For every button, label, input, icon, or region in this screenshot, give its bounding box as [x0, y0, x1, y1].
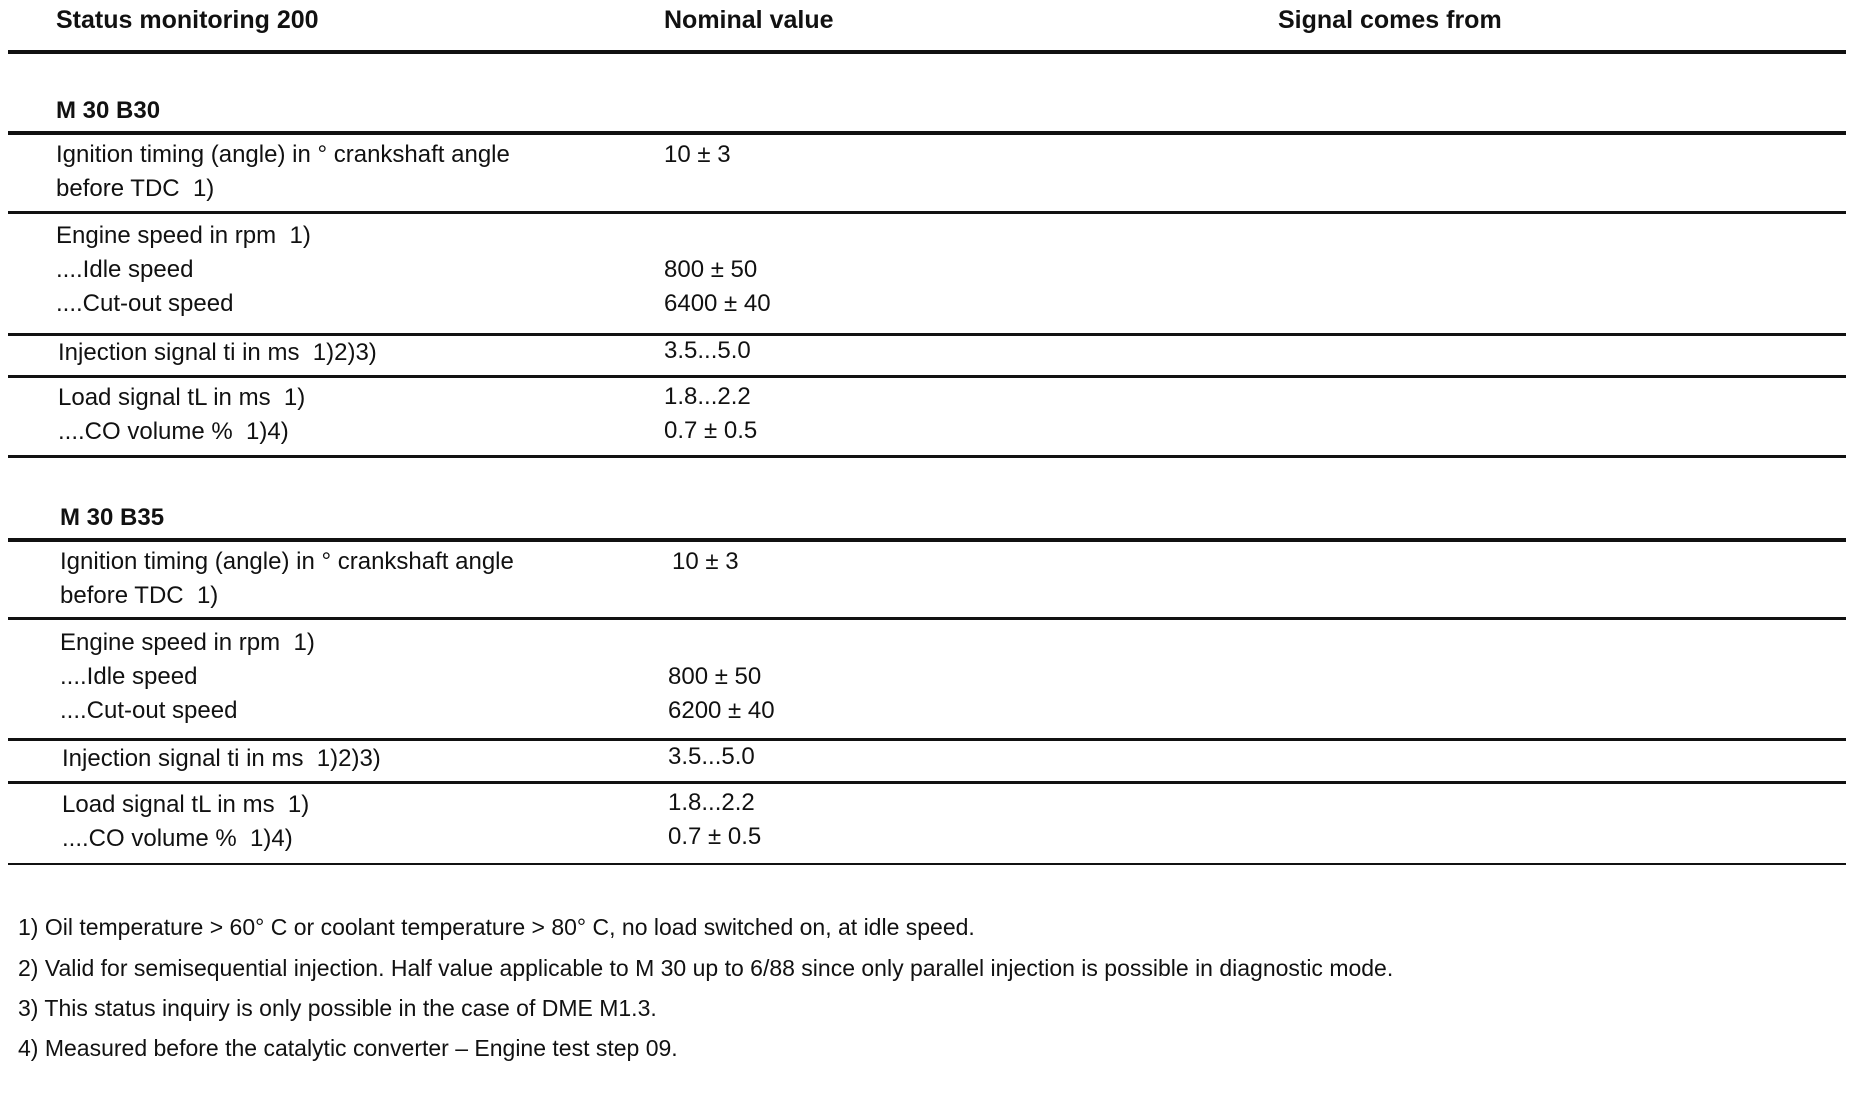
row-value: 1.8...2.2 0.7 ± 0.5 [664, 383, 758, 444]
row-divider [8, 738, 1846, 741]
row-value: 800 ± 50 6200 ± 40 [668, 663, 775, 724]
footnote-1: 1) Oil temperature > 60° C or coolant temperature > 80° C, no load switched on, at idle speed. [18, 914, 975, 940]
row-value: 800 ± 50 6400 ± 40 [664, 256, 771, 317]
row-label: Ignition timing (angle) in ° crankshaft angle before TDC 1) [60, 548, 514, 609]
row-label: Injection signal ti in ms 1)2)3) [62, 745, 381, 772]
row-label: Load signal tL in ms 1) ....CO volume % 1)4) [62, 791, 310, 852]
row-label: Engine speed in rpm 1) ....Idle speed ....Cut-out speed [60, 629, 315, 724]
row-label: Load signal tL in ms 1) ....CO volume % 1)4) [58, 384, 306, 445]
header-nominal-value: Nominal value [664, 6, 834, 34]
row-divider [8, 781, 1846, 784]
row-label: Ignition timing (angle) in ° crankshaft angle before TDC 1) [56, 141, 510, 202]
header-status-monitoring: Status monitoring 200 [56, 6, 319, 34]
table-bottom-rule [8, 863, 1846, 865]
footnote-4: 4) Measured before the catalytic converter – Engine test step 09. [18, 1035, 678, 1061]
row-divider [8, 617, 1846, 620]
header-signal-source: Signal comes from [1278, 6, 1502, 34]
row-label: Engine speed in rpm 1) ....Idle speed ....Cut-out speed [56, 222, 311, 317]
row-value: 10 ± 3 [672, 548, 739, 575]
row-value: 10 ± 3 [664, 141, 731, 168]
section-rule-b35 [8, 538, 1846, 542]
row-label: Injection signal ti in ms 1)2)3) [58, 339, 377, 366]
row-divider [8, 455, 1846, 458]
section-title-b30: M 30 B30 [56, 97, 161, 124]
header-rule [8, 50, 1846, 54]
row-divider [8, 375, 1846, 378]
row-value: 1.8...2.2 0.7 ± 0.5 [668, 789, 762, 850]
footnote-3: 3) This status inquiry is only possible in the case of DME M1.3. [18, 995, 657, 1021]
row-value: 3.5...5.0 [668, 743, 755, 770]
section-rule-b30 [8, 131, 1846, 135]
row-value: 3.5...5.0 [664, 337, 751, 364]
section-title-b35: M 30 B35 [60, 504, 165, 531]
footnote-2: 2) Valid for semisequential injection. Half value applicable to M 30 up to 6/88 since only parallel injection is possible in diagnostic mode. [18, 955, 1394, 981]
row-divider [8, 211, 1846, 214]
